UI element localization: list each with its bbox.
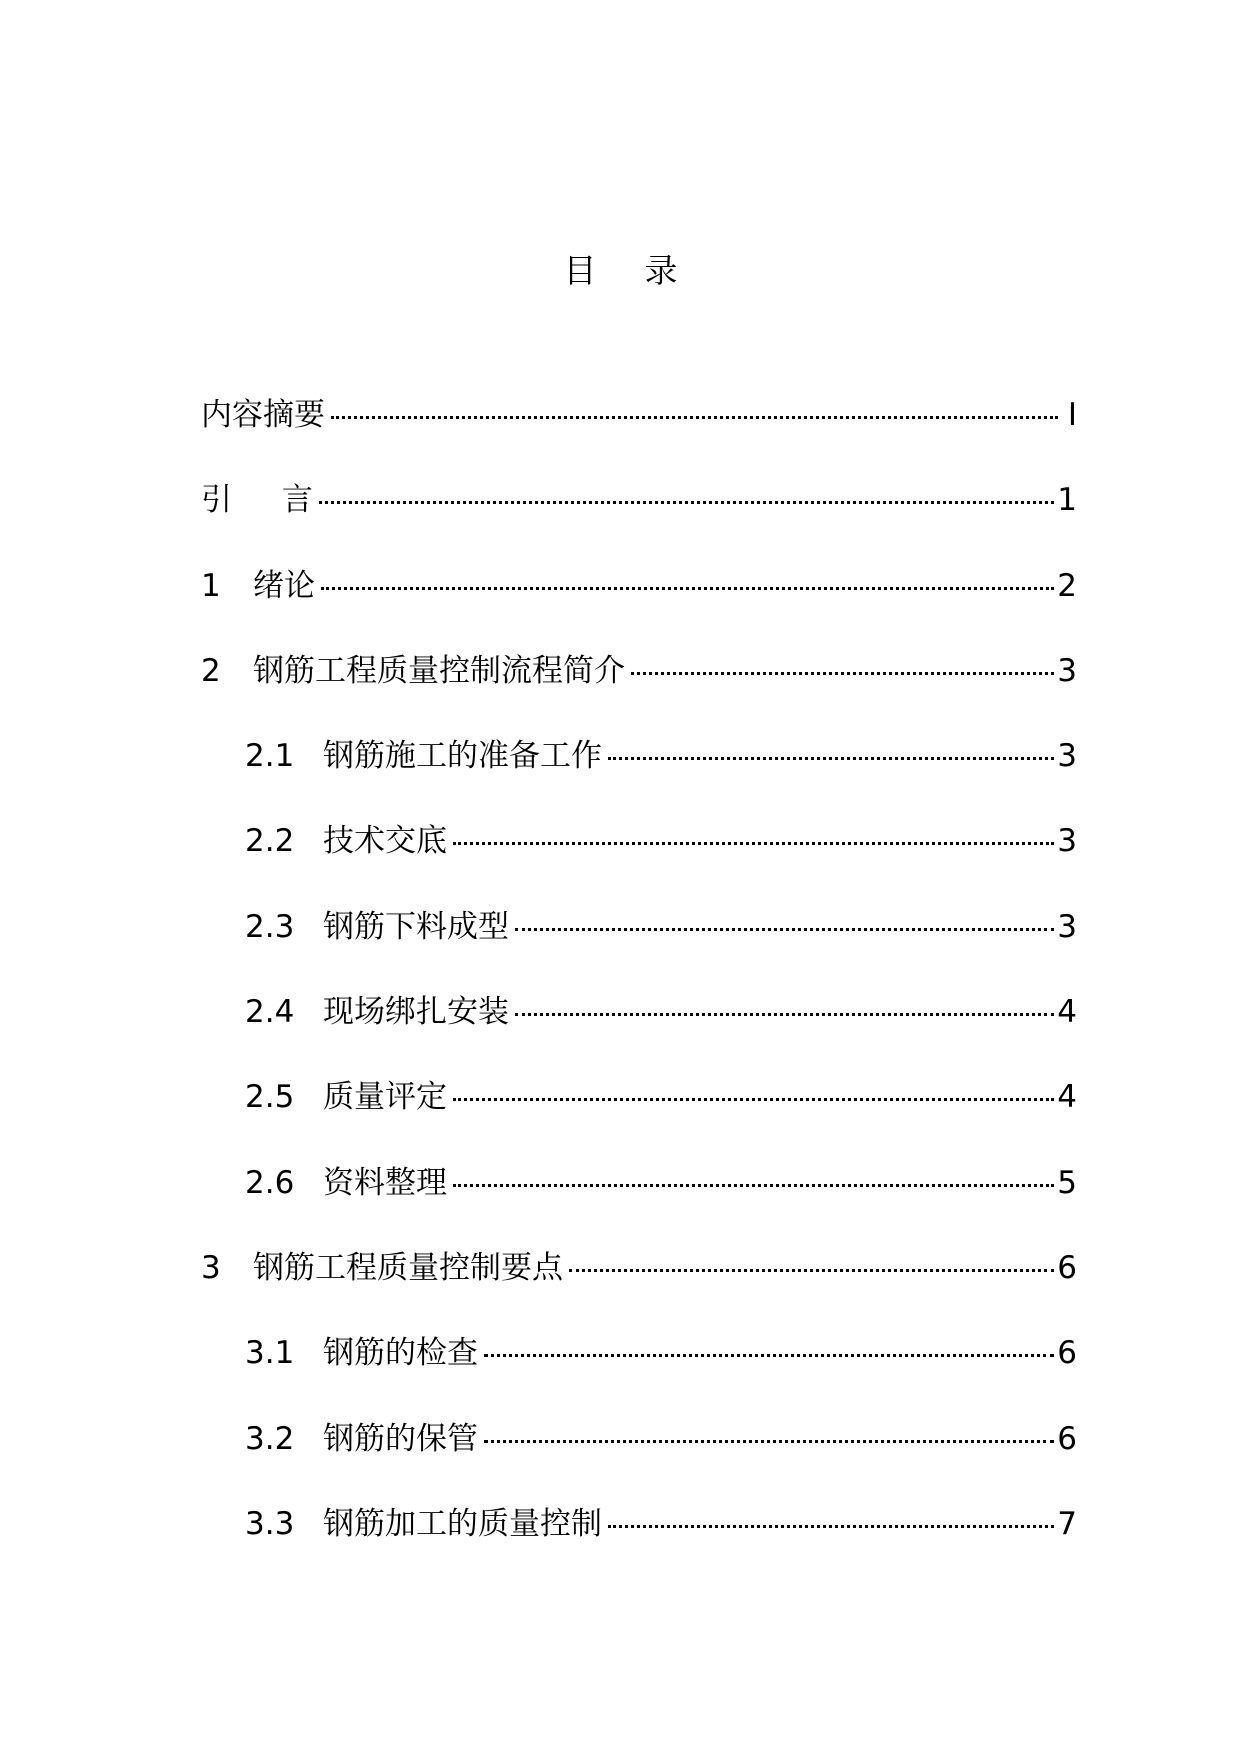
- toc-entry-2-4[interactable]: [201, 987, 1077, 1072]
- toc-dot-leader: [484, 1354, 1054, 1357]
- toc-entry-number: 2.4: [245, 994, 295, 1031]
- toc-dot-leader: [569, 1269, 1054, 1272]
- toc-entry-number: 2.6: [245, 1164, 295, 1201]
- toc-entry-2-2[interactable]: [201, 816, 1077, 901]
- toc-entry-label: 钢筋工程质量控制流程简介: [253, 652, 625, 689]
- toc-entry-2-1[interactable]: [201, 731, 1077, 816]
- toc-entry-page: 1: [1057, 482, 1077, 519]
- toc-dot-leader: [484, 1440, 1054, 1443]
- toc-dot-leader: [631, 672, 1054, 675]
- toc-entry-label: 钢筋工程质量控制要点: [253, 1249, 563, 1286]
- toc-dot-leader: [453, 1184, 1054, 1187]
- toc-entry-label: 引 言: [201, 482, 313, 519]
- toc-entry-2-3[interactable]: [201, 902, 1077, 987]
- toc-entry-3-1[interactable]: [201, 1328, 1077, 1413]
- toc-entry-label: 钢筋的检查: [323, 1335, 478, 1372]
- toc-entry-page: 6: [1057, 1249, 1077, 1286]
- toc-dot-leader: [608, 1525, 1054, 1528]
- toc-entry-number: 3: [201, 1249, 221, 1286]
- toc-entry-page: 3: [1057, 652, 1077, 689]
- toc-entry-3-3[interactable]: [201, 1499, 1077, 1584]
- toc-entry-page: 4: [1057, 994, 1077, 1031]
- toc-entry-page: 4: [1057, 1079, 1077, 1116]
- toc-entry-number: 2.3: [245, 908, 295, 945]
- toc-entry-label: 内容摘要: [201, 397, 325, 433]
- toc-entry-label: 钢筋的保管: [323, 1420, 478, 1457]
- toc-dot-leader: [608, 757, 1054, 760]
- table-of-contents: [201, 390, 1077, 1584]
- toc-entry-number: 3.3: [245, 1505, 295, 1542]
- toc-entry-number: 2: [201, 652, 221, 689]
- toc-entry-page: 5: [1057, 1164, 1077, 1201]
- toc-title: [0, 246, 1241, 296]
- toc-entry-label: 资料整理: [323, 1164, 447, 1201]
- toc-entry-summary[interactable]: [201, 390, 1077, 475]
- toc-entry-label: 钢筋施工的准备工作: [323, 738, 602, 775]
- toc-entry-1[interactable]: [201, 561, 1077, 646]
- toc-entry-number: 1: [201, 567, 221, 604]
- toc-title-char-1: 目: [563, 251, 597, 290]
- toc-entry-page: 7: [1057, 1505, 1077, 1542]
- toc-entry-3-2[interactable]: [201, 1414, 1077, 1499]
- toc-entry-page: I: [1067, 397, 1077, 433]
- toc-entry-number: 2.1: [245, 738, 295, 775]
- toc-entry-2[interactable]: [201, 646, 1077, 731]
- toc-entry-label: 技术交底: [323, 823, 447, 860]
- toc-entry-2-6[interactable]: [201, 1158, 1077, 1243]
- toc-dot-leader: [453, 1098, 1054, 1101]
- toc-entry-label: 钢筋下料成型: [323, 908, 509, 945]
- toc-entry-2-5[interactable]: [201, 1072, 1077, 1157]
- toc-entry-number: 3.2: [245, 1420, 295, 1457]
- toc-dot-leader: [319, 501, 1054, 504]
- toc-entry-page: 3: [1057, 738, 1077, 775]
- toc-entry-label: 钢筋加工的质量控制: [323, 1505, 602, 1542]
- toc-entry-page: 3: [1057, 823, 1077, 860]
- toc-dot-leader: [453, 842, 1054, 845]
- toc-dot-leader: [331, 416, 1058, 419]
- toc-entry-label: 绪论: [253, 567, 315, 604]
- toc-dot-leader: [515, 928, 1054, 931]
- toc-entry-page: 2: [1057, 567, 1077, 604]
- toc-dot-leader: [515, 1013, 1054, 1016]
- toc-title-char-2: 录: [644, 251, 678, 290]
- toc-entry-number: 2.2: [245, 823, 295, 860]
- toc-entry-label: 现场绑扎安装: [323, 994, 509, 1031]
- toc-entry-number: 2.5: [245, 1079, 295, 1116]
- toc-entry-number: 3.1: [245, 1335, 295, 1372]
- toc-entry-introduction[interactable]: [201, 475, 1077, 560]
- toc-entry-page: 6: [1057, 1420, 1077, 1457]
- toc-dot-leader: [321, 587, 1054, 590]
- toc-entry-label: 质量评定: [323, 1079, 447, 1116]
- toc-entry-3[interactable]: [201, 1243, 1077, 1328]
- toc-entry-page: 6: [1057, 1335, 1077, 1372]
- toc-entry-page: 3: [1057, 908, 1077, 945]
